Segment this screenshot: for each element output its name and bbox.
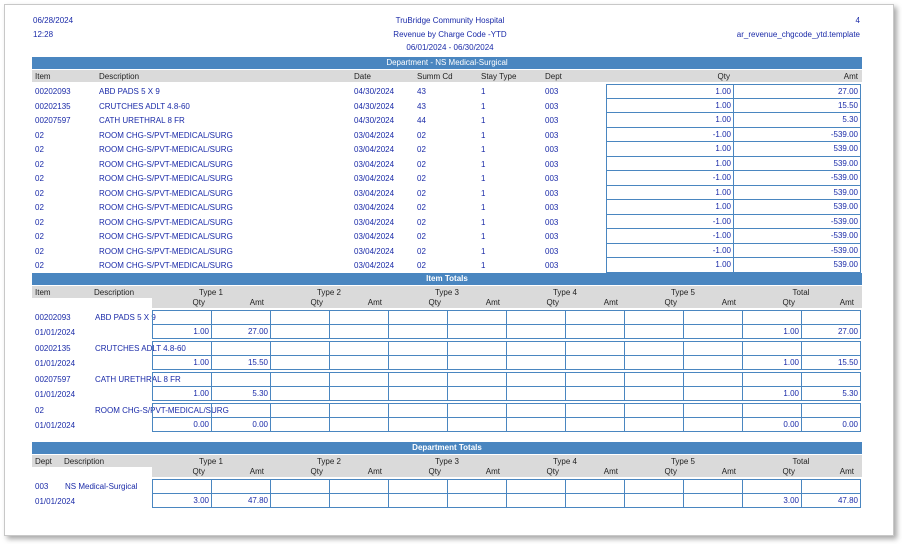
totals-col-type: Total [792,288,810,297]
totals-empty-cell [506,479,566,494]
totals-empty-cell [211,341,271,356]
totals-col-dept: Dept [35,457,52,466]
detail-amt: 15.50 [733,99,861,114]
totals-empty-cell [742,372,802,387]
totals-empty-cell [211,479,271,494]
totals-description: ABD PADS 5 X 9 [95,313,156,322]
detail-dept: 003 [545,101,559,111]
totals-value-cell [565,493,625,508]
totals-value-cell [447,324,507,339]
detail-summ-cd: 02 [417,203,426,212]
totals-empty-cell [152,479,212,494]
totals-empty-cell [683,341,743,356]
totals-col-qty: Qty [664,467,677,476]
totals-value-cell: 27.00 [211,324,271,339]
detail-qty: 1.00 [606,113,734,128]
detail-summ-cd: 43 [417,101,426,111]
detail-stay-type: 1 [481,217,486,227]
totals-col-amt: Amt [839,298,854,307]
totals-col-qty: Qty [546,298,559,307]
detail-qty: -1.00 [606,171,734,186]
detail-date: 03/04/2024 [354,159,395,169]
totals-value-cell: 5.30 [211,386,271,401]
totals-empty-cell [447,341,507,356]
detail-amt: 539.00 [733,200,861,215]
detail-date: 04/30/2024 [354,87,395,96]
totals-empty-cell [388,372,448,387]
totals-value-cell [683,324,743,339]
detail-summ-cd: 02 [417,261,426,270]
detail-summ-cd: 43 [417,87,426,96]
detail-amt: -539.00 [733,128,861,143]
totals-value-cell [565,355,625,370]
totals-value-cell [270,386,330,401]
detail-amt: -539.00 [733,215,861,230]
detail-qty: 1.00 [606,258,734,273]
totals-value-cell [388,355,448,370]
totals-col-qty: Qty [782,298,795,307]
detail-item: 02 [35,203,44,212]
totals-empty-cell [742,403,802,418]
detail-dept: 003 [545,217,559,227]
detail-date: 04/30/2024 [354,116,395,125]
totals-description: ROOM CHG-S/PVT-MEDICAL/SURG [95,406,229,415]
totals-empty-cell [447,479,507,494]
totals-value-cell [506,386,566,401]
totals-value-cell: 27.00 [801,324,861,339]
totals-col-type: Type 2 [316,457,341,466]
totals-empty-cell [211,372,271,387]
detail-date: 04/30/2024 [354,101,395,111]
totals-value-cell [447,493,507,508]
col-description: Description [99,72,140,81]
totals-value-cell [270,355,330,370]
totals-empty-cell [801,341,861,356]
detail-dept: 003 [545,261,559,270]
totals-empty-cell [683,479,743,494]
detail-stay-type: 1 [481,203,486,212]
detail-item: 00202093 [35,87,71,96]
totals-date: 01/01/2024 [35,421,76,430]
detail-dept: 003 [545,130,559,140]
totals-value-cell: 47.80 [801,493,861,508]
detail-stay-type: 1 [481,116,486,125]
detail-qty: 1.00 [606,157,734,172]
totals-value-cell: 15.50 [211,355,271,370]
totals-empty-cell [683,310,743,325]
detail-stay-type: 1 [481,174,486,183]
detail-item: 02 [35,130,44,140]
totals-col-qty: Qty [310,298,323,307]
totals-empty-cell [152,372,212,387]
detail-summ-cd: 44 [417,116,426,125]
totals-col-amt: Amt [485,467,500,476]
totals-value-cell [506,355,566,370]
detail-column-header [32,70,862,82]
detail-description: ROOM CHG-S/PVT-MEDICAL/SURG [99,174,233,183]
totals-value-cell [506,324,566,339]
detail-stay-type: 1 [481,232,486,241]
totals-empty-cell [270,403,330,418]
col-stay-type: Stay Type [481,72,517,81]
detail-dept: 003 [545,188,559,198]
totals-date: 01/01/2024 [35,359,76,368]
totals-empty-cell [270,310,330,325]
totals-value-cell [329,324,389,339]
detail-description: ROOM CHG-S/PVT-MEDICAL/SURG [99,159,233,169]
totals-value-cell [388,493,448,508]
detail-date: 03/04/2024 [354,217,395,227]
totals-value-cell [447,417,507,432]
detail-qty: -1.00 [606,244,734,259]
totals-col-type: Type 4 [552,457,577,466]
totals-value-cell: 1.00 [742,355,802,370]
totals-value-cell [329,355,389,370]
totals-value-cell [329,417,389,432]
detail-qty: 1.00 [606,200,734,215]
totals-empty-cell [211,310,271,325]
totals-date: 01/01/2024 [35,328,76,337]
totals-item: 00207597 [35,375,71,384]
detail-stay-type: 1 [481,159,486,169]
detail-dept: 003 [545,232,559,241]
detail-stay-type: 1 [481,188,486,198]
detail-qty: -1.00 [606,128,734,143]
totals-col-type: Type 5 [670,457,695,466]
detail-item: 02 [35,261,44,270]
detail-item: 02 [35,159,44,169]
totals-col-type: Type 4 [552,288,577,297]
detail-description: ROOM CHG-S/PVT-MEDICAL/SURG [99,261,233,270]
totals-empty-cell [388,341,448,356]
item-totals-band: Item Totals [32,273,862,285]
hospital-name: TruBridge Community Hospital [395,16,505,25]
detail-item: 02 [35,232,44,241]
detail-date: 03/04/2024 [354,246,395,256]
totals-empty-cell [329,479,389,494]
totals-empty-cell [801,479,861,494]
totals-col-amt: Amt [603,467,618,476]
detail-stay-type: 1 [481,87,486,96]
totals-col-qty: Qty [664,298,677,307]
detail-qty: 1.00 [606,142,734,157]
totals-value-cell [506,493,566,508]
col-dept: Dept [545,72,562,81]
totals-value-cell [683,493,743,508]
detail-summ-cd: 02 [417,145,426,154]
detail-dept: 003 [545,203,559,212]
detail-amt: 539.00 [733,186,861,201]
department-totals-band: Department Totals [32,442,862,454]
totals-col-amt: Amt [249,298,264,307]
totals-value-cell: 3.00 [152,493,212,508]
detail-item: 02 [35,145,44,154]
department-band: Department - NS Medical-Surgical [32,57,862,69]
detail-description: CRUTCHES ADLT 4.8-60 [99,101,190,111]
totals-col-amt: Amt [839,467,854,476]
totals-empty-cell [388,403,448,418]
totals-item: 02 [35,406,44,415]
totals-value-cell [624,324,684,339]
totals-empty-cell [801,310,861,325]
detail-amt: -539.00 [733,244,861,259]
detail-dept: 003 [545,145,559,154]
report-time: 12:28 [33,30,54,39]
detail-item: 02 [35,188,44,198]
detail-stay-type: 1 [481,130,486,140]
col-summ-cd: Summ Cd [417,72,453,81]
totals-col-amt: Amt [367,467,382,476]
totals-empty-cell [565,310,625,325]
detail-amt: 27.00 [733,84,861,99]
totals-value-cell: 1.00 [152,386,212,401]
totals-value-cell [270,417,330,432]
totals-col-type: Type 3 [434,457,459,466]
totals-empty-cell [447,372,507,387]
detail-amt: 539.00 [733,157,861,172]
totals-empty-cell [801,403,861,418]
totals-value-cell: 0.00 [742,417,802,432]
totals-value-cell [565,386,625,401]
totals-col-type: Total [792,457,810,466]
totals-empty-cell [388,479,448,494]
totals-value-cell [388,324,448,339]
totals-col-qty: Qty [192,298,205,307]
totals-value-cell [506,417,566,432]
totals-empty-cell [506,341,566,356]
totals-col-amt: Amt [249,467,264,476]
totals-col-amt: Amt [367,298,382,307]
totals-col-qty: Qty [428,298,441,307]
totals-empty-cell [152,341,212,356]
detail-summ-cd: 02 [417,188,426,198]
totals-empty-cell [329,372,389,387]
totals-empty-cell [152,403,212,418]
totals-value-cell [683,386,743,401]
totals-value-cell [624,355,684,370]
detail-description: ROOM CHG-S/PVT-MEDICAL/SURG [99,130,233,140]
report-date-range: 06/01/2024 - 06/30/2024 [406,43,494,52]
detail-qty: 1.00 [606,99,734,114]
col-date: Date [354,72,371,81]
detail-item: 02 [35,246,44,256]
totals-empty-cell [565,341,625,356]
detail-qty: 1.00 [606,186,734,201]
totals-value-cell [270,324,330,339]
totals-value-cell: 47.80 [211,493,271,508]
totals-value-cell: 0.00 [801,417,861,432]
totals-empty-cell [506,372,566,387]
totals-empty-cell [447,310,507,325]
template-name: ar_revenue_chgcode_ytd.template [736,30,860,39]
col-amt: Amt [843,72,858,81]
totals-empty-cell [506,310,566,325]
detail-description: CATH URETHRAL 8 FR [99,116,185,125]
totals-dept: 003 [35,482,49,491]
totals-empty-cell [624,341,684,356]
totals-value-cell [447,386,507,401]
detail-stay-type: 1 [481,101,486,111]
totals-value-cell [565,417,625,432]
detail-summ-cd: 02 [417,130,426,140]
totals-value-cell: 1.00 [742,386,802,401]
detail-qty: -1.00 [606,229,734,244]
totals-date: 01/01/2024 [35,390,76,399]
totals-col-qty: Qty [428,467,441,476]
totals-value-cell: 0.00 [211,417,271,432]
totals-empty-cell [565,479,625,494]
totals-value-cell [624,417,684,432]
totals-item: 00202093 [35,313,71,322]
report-page [4,4,894,536]
totals-empty-cell [152,310,212,325]
totals-value-cell [388,386,448,401]
totals-empty-cell [506,403,566,418]
totals-empty-cell [565,403,625,418]
totals-col-qty: Qty [192,467,205,476]
detail-date: 03/04/2024 [354,203,395,212]
page-number: 4 [855,16,860,25]
detail-date: 03/04/2024 [354,188,395,198]
detail-summ-cd: 02 [417,232,426,241]
totals-col-item: Item [35,288,51,297]
totals-col-type: Type 3 [434,288,459,297]
totals-empty-cell [624,403,684,418]
totals-description: CATH URETHRAL 8 FR [95,375,181,384]
totals-empty-cell [624,372,684,387]
col-qty: Qty [717,72,730,81]
totals-col-type: Type 1 [198,457,223,466]
totals-empty-cell [270,372,330,387]
totals-item: 00202135 [35,344,71,353]
totals-date: 01/01/2024 [35,497,76,506]
totals-value-cell [447,355,507,370]
detail-description: ROOM CHG-S/PVT-MEDICAL/SURG [99,246,233,256]
detail-dept: 003 [545,174,559,183]
totals-empty-cell [211,403,271,418]
detail-date: 03/04/2024 [354,174,395,183]
totals-empty-cell [624,310,684,325]
detail-summ-cd: 02 [417,246,426,256]
detail-dept: 003 [545,159,559,169]
totals-col-amt: Amt [603,298,618,307]
totals-value-cell [565,324,625,339]
totals-empty-cell [447,403,507,418]
totals-col-amt: Amt [721,298,736,307]
detail-dept: 003 [545,116,559,125]
detail-amt: 539.00 [733,258,861,273]
detail-description: ABD PADS 5 X 9 [99,87,160,96]
detail-description: ROOM CHG-S/PVT-MEDICAL/SURG [99,232,233,241]
totals-empty-cell [742,310,802,325]
detail-dept: 003 [545,246,559,256]
totals-empty-cell [624,479,684,494]
totals-value-cell [329,493,389,508]
totals-empty-cell [801,372,861,387]
totals-col-amt: Amt [485,298,500,307]
totals-value-cell: 0.00 [152,417,212,432]
totals-value-cell: 5.30 [801,386,861,401]
totals-empty-cell [329,341,389,356]
totals-value-cell: 1.00 [152,324,212,339]
totals-value-cell [329,386,389,401]
totals-value-cell: 1.00 [152,355,212,370]
detail-date: 03/04/2024 [354,145,395,154]
col-item: Item [35,72,51,81]
totals-description: NS Medical-Surgical [65,482,138,491]
report-title: Revenue by Charge Code -YTD [393,30,507,39]
detail-qty: -1.00 [606,215,734,230]
totals-empty-cell [270,341,330,356]
totals-empty-cell [683,372,743,387]
totals-col-qty: Qty [546,467,559,476]
detail-summ-cd: 02 [417,159,426,169]
totals-value-cell [624,386,684,401]
totals-empty-cell [270,479,330,494]
detail-date: 03/04/2024 [354,130,395,140]
totals-col-description: Description [94,288,135,297]
detail-amt: 539.00 [733,142,861,157]
totals-col-type: Type 1 [198,288,223,297]
detail-item: 00207597 [35,116,71,125]
totals-col-type: Type 5 [670,288,695,297]
detail-qty: 1.00 [606,84,734,99]
detail-amt: 5.30 [733,113,861,128]
totals-col-amt: Amt [721,467,736,476]
totals-value-cell: 15.50 [801,355,861,370]
detail-stay-type: 1 [481,246,486,256]
totals-empty-cell [742,479,802,494]
detail-item: 00202135 [35,101,71,111]
detail-dept: 003 [545,87,559,96]
totals-col-qty: Qty [310,467,323,476]
detail-amt: -539.00 [733,171,861,186]
totals-value-cell [388,417,448,432]
detail-date: 03/04/2024 [354,232,395,241]
detail-date: 03/04/2024 [354,261,395,270]
totals-empty-cell [565,372,625,387]
detail-summ-cd: 02 [417,174,426,183]
detail-stay-type: 1 [481,145,486,154]
detail-item: 02 [35,217,44,227]
detail-amt: -539.00 [733,229,861,244]
totals-empty-cell [683,403,743,418]
totals-value-cell: 1.00 [742,324,802,339]
detail-summ-cd: 02 [417,217,426,227]
totals-col-qty: Qty [782,467,795,476]
detail-stay-type: 1 [481,261,486,270]
totals-value-cell [683,417,743,432]
totals-description: CRUTCHES ADLT 4.8-60 [95,344,186,353]
detail-description: ROOM CHG-S/PVT-MEDICAL/SURG [99,145,233,154]
totals-value-cell [270,493,330,508]
detail-item: 02 [35,174,44,183]
report-date: 06/28/2024 [33,16,74,25]
totals-value-cell: 3.00 [742,493,802,508]
totals-value-cell [683,355,743,370]
totals-empty-cell [742,341,802,356]
detail-description: ROOM CHG-S/PVT-MEDICAL/SURG [99,217,233,227]
totals-empty-cell [388,310,448,325]
totals-col-description: Description [64,457,105,466]
totals-empty-cell [329,403,389,418]
totals-empty-cell [329,310,389,325]
detail-description: ROOM CHG-S/PVT-MEDICAL/SURG [99,188,233,198]
totals-value-cell [624,493,684,508]
detail-description: ROOM CHG-S/PVT-MEDICAL/SURG [99,203,233,212]
totals-col-type: Type 2 [316,288,341,297]
